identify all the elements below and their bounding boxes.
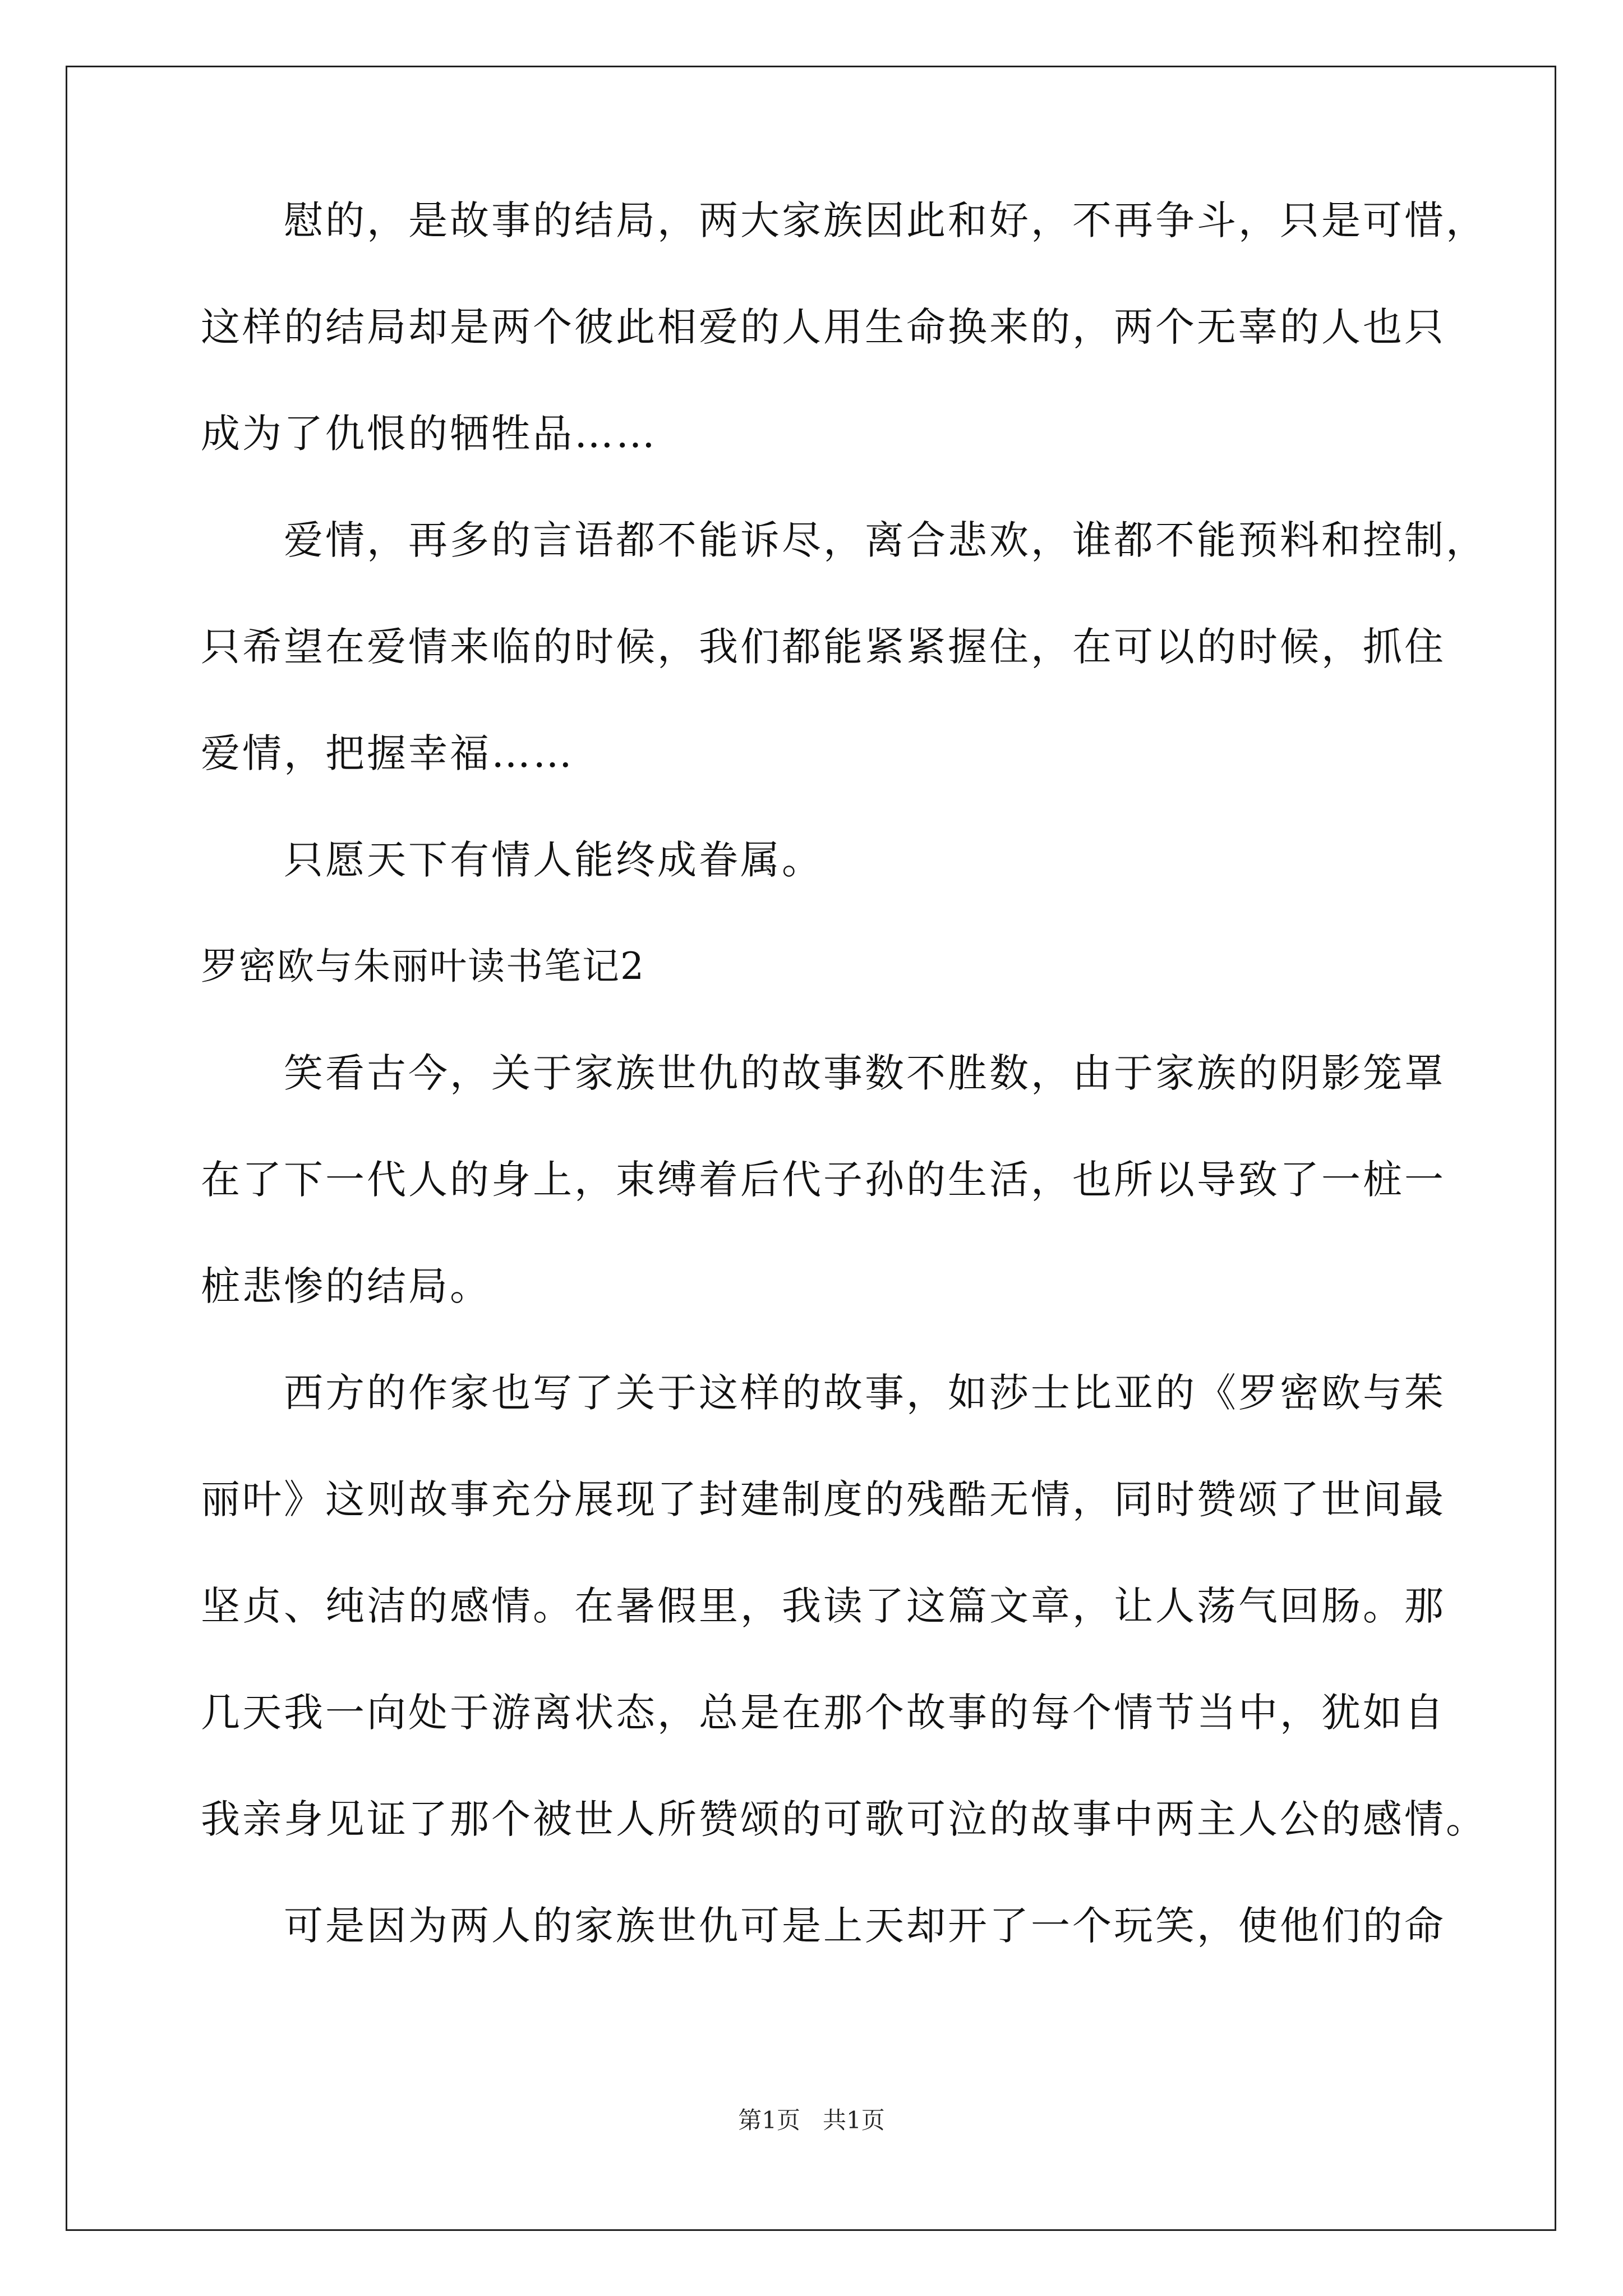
text-line: 这样的结局却是两个彼此相爱的人用生命换来的，两个无辜的人也只: [201, 304, 1446, 350]
text-line: 笑看古今，关于家族世仇的故事数不胜数，由于家族的阴影笼罩: [284, 1050, 1446, 1096]
text-line: 爱情，把握幸福……: [201, 730, 574, 776]
text-line: 可是因为两人的家族世仇可是上天却开了一个玩笑，使他们的命: [284, 1903, 1446, 1949]
text-line: 只希望在爱情来临的时候，我们都能紧紧握住，在可以的时候，抓住: [201, 624, 1446, 670]
text-line: 在了下一代人的身上，束缚着后代子孙的生活，也所以导致了一桩一: [201, 1157, 1446, 1203]
page-number-footer: 第1页 共1页: [738, 2106, 885, 2134]
section-heading: 罗密欧与朱丽叶读书笔记2: [201, 945, 645, 988]
text-line: 坚贞、纯洁的感情。在暑假里，我读了这篇文章，让人荡气回肠。那: [201, 1583, 1446, 1629]
text-line: 成为了仇恨的牺牲品……: [201, 411, 657, 457]
text-line: 桩悲惨的结局。: [201, 1263, 491, 1309]
text-line: 几天我一向处于游离状态，总是在那个故事的每个情节当中，犹如自: [201, 1690, 1446, 1736]
text-line: 慰的，是故事的结局，两大家族因此和好，不再争斗，只是可惜，: [284, 197, 1487, 243]
text-line: 只愿天下有情人能终成眷属。: [284, 837, 823, 883]
text-line: 爱情，再多的言语都不能诉尽，离合悲欢，谁都不能预料和控制，: [284, 517, 1487, 563]
text-line: 丽叶》这则故事充分展现了封建制度的残酷无情，同时赞颂了世间最: [201, 1476, 1446, 1522]
text-line: 西方的作家也写了关于这样的故事，如莎士比亚的《罗密欧与茱: [284, 1370, 1446, 1416]
text-line: 我亲身见证了那个被世人所赞颂的可歌可泣的故事中两主人公的感情。: [201, 1796, 1487, 1842]
